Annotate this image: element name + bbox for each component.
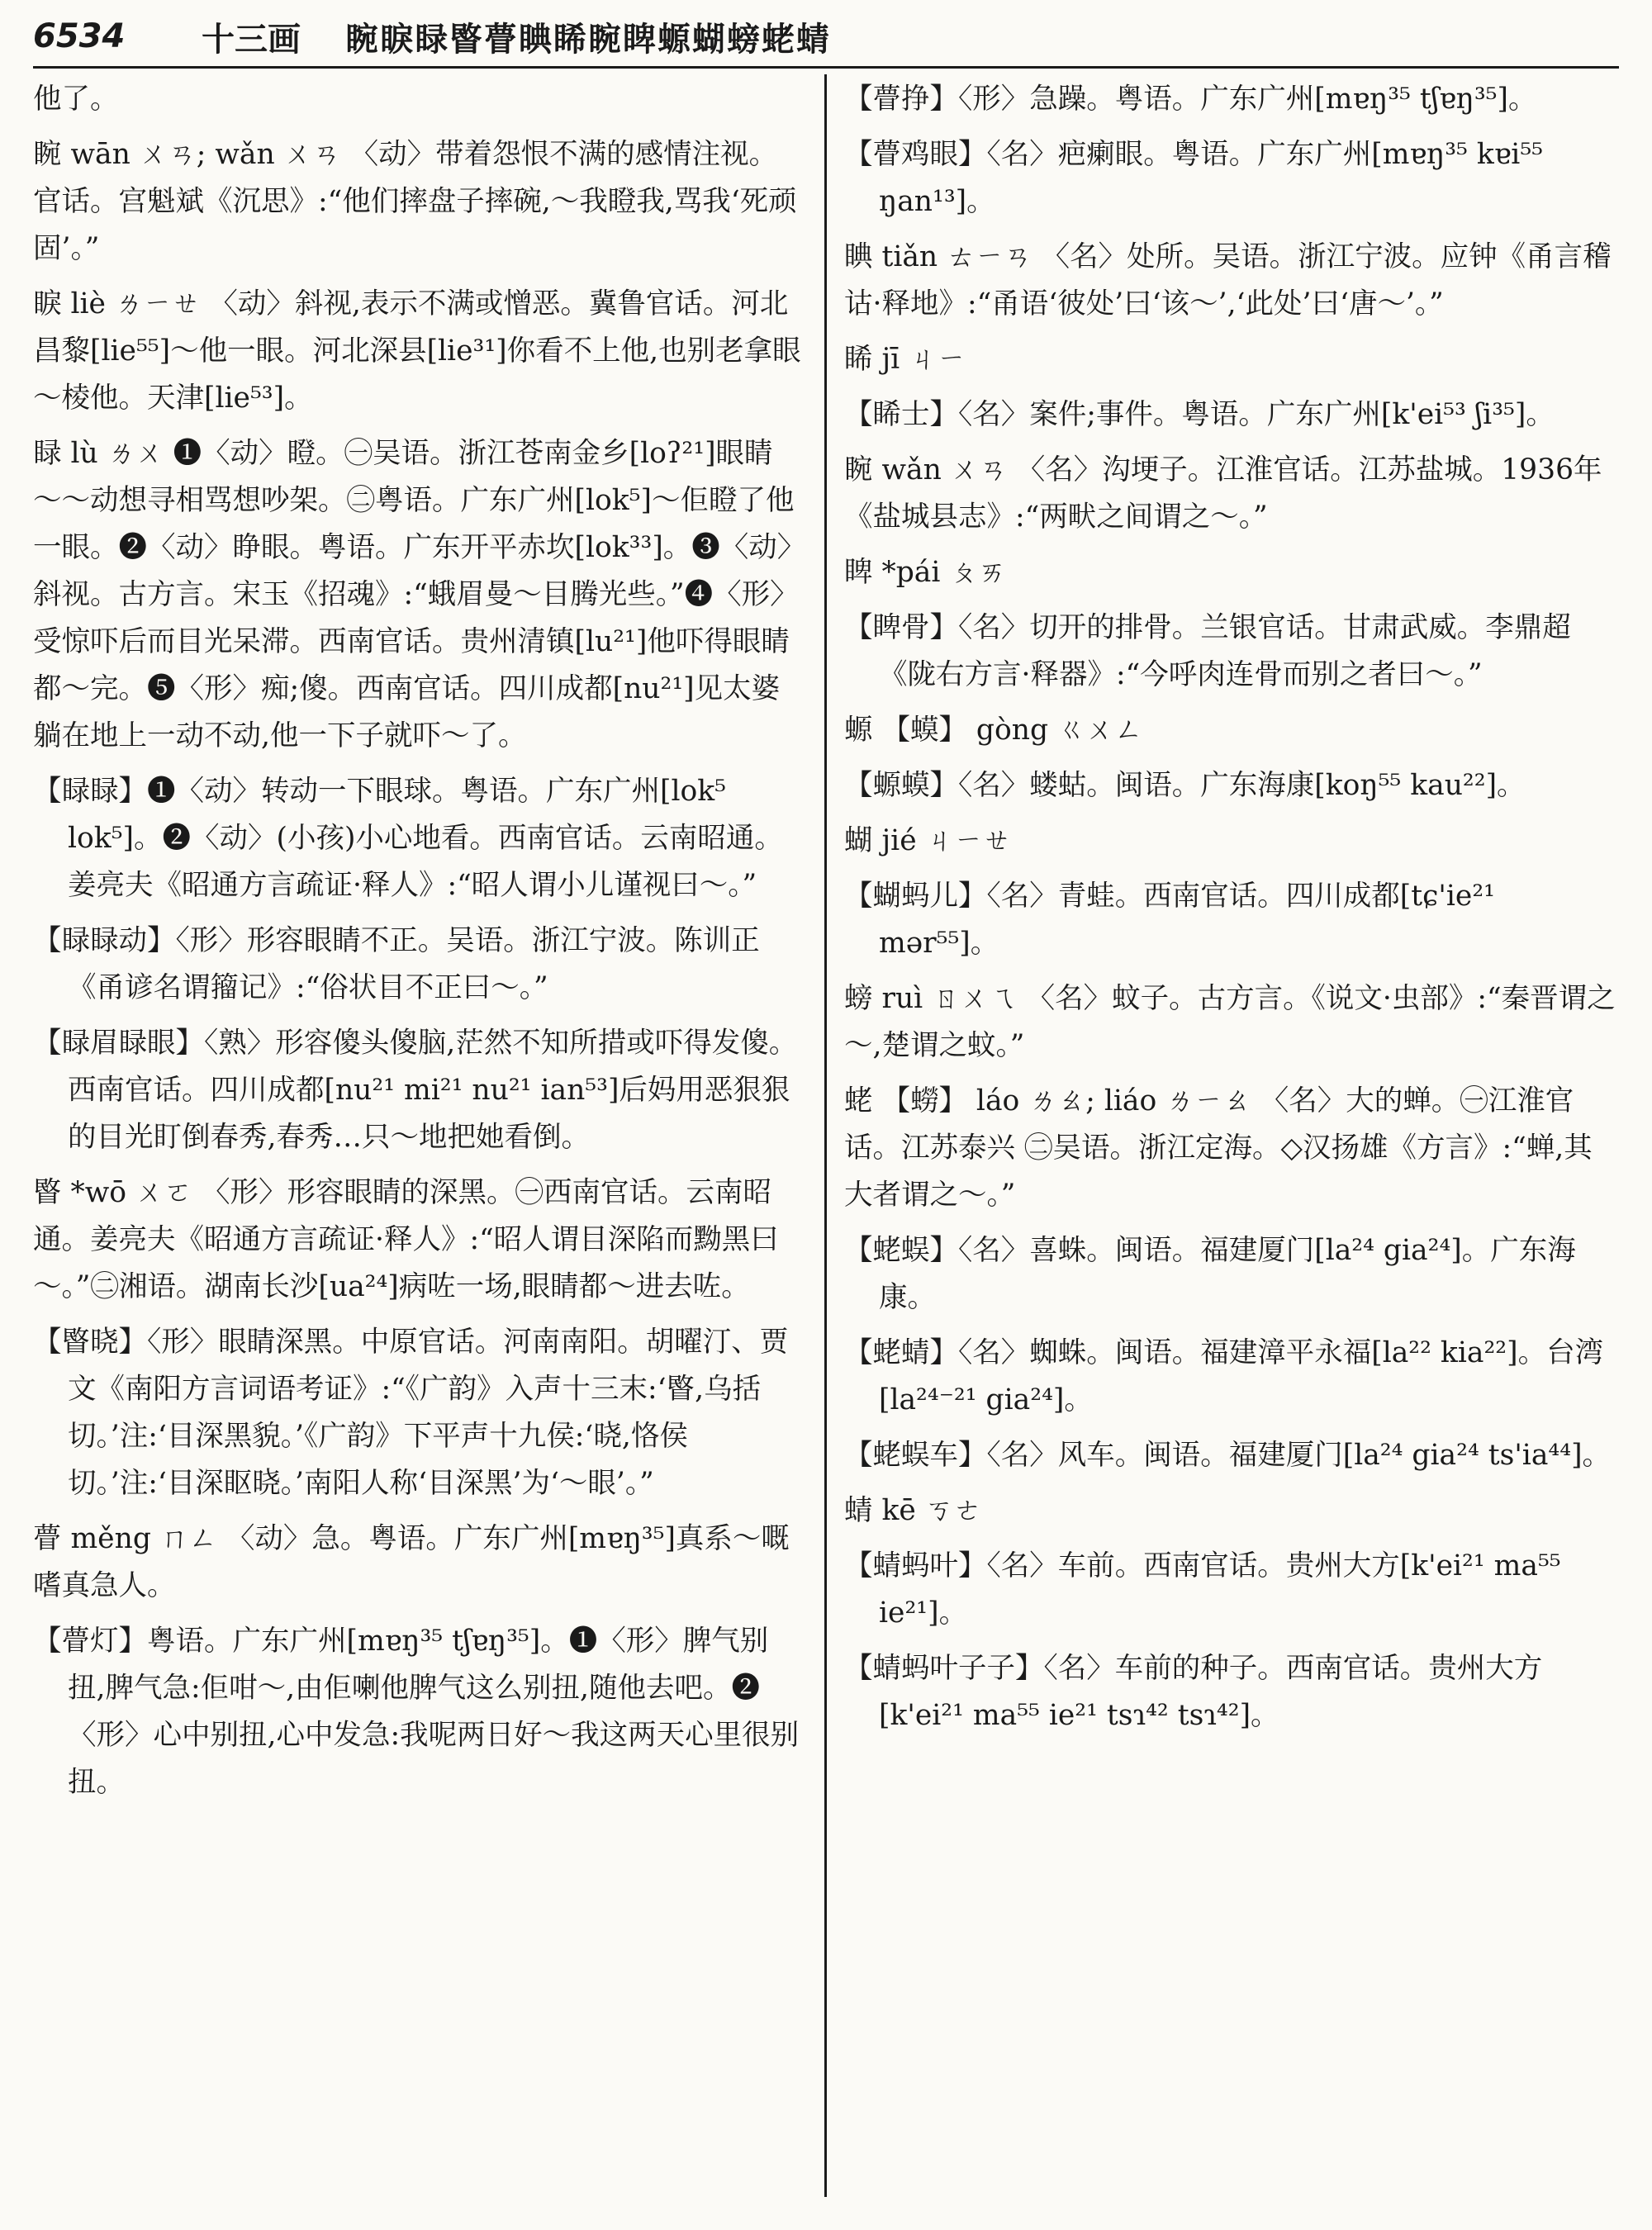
entry: 睕 wān ㄨㄢ; wǎn ㄨㄢ 〈动〉带着怨恨不满的感情注视。官话。宫魁斌《沉思》:“他们摔盘子摔碗,～我瞪我,骂我‘死顽固’。” [33,138,797,265]
continuation-line: 他了。 [33,83,119,116]
entry: 螃 ruì ㄖㄨㄟ 〈名〉蚊子。古方言。《说文·虫部》:“秦晋谓之～,楚谓之蚊。” [844,982,1616,1062]
entry: 睎 jī ㄐㄧ [844,343,966,376]
page-number: 6534 [33,17,126,55]
sub-entry: 【蝴蚂儿】〈名〉青蛙。西南官话。四川成都[tɕ'ie²¹ mər⁵⁵]。 [844,880,1495,960]
entry: 睩 lù ㄌㄨ ❶〈动〉瞪。㊀吴语。浙江苍南金乡[loʔ²¹]眼睛～～动想寻相骂想吵架。㊁粤语。广东广州[lok⁵]～佢瞪了他一眼。❷〈动〉睁眼。粤语。广东开平赤坎[lok³³]。❸〈动〉斜视。古方言。宋玉《招魂》:“蛾眉曼～目腾光些。”❹〈形〉受惊吓后而目光呆滞。西南官话。贵州清镇[lu²¹]他吓得眼睛都～完。❺〈形〉痴;傻。西南官话。四川成都[nu²¹]见太婆躺在地上一动不动,他一下子就吓～了。 [33,437,799,752]
sub-entry: 【睩睩】❶〈动〉转动一下眼球。粤语。广东广州[lok⁵ lok⁵]。❷〈动〉(小孩)小心地看。西南官话。云南昭通。姜亮夫《昭通方言疏证·释人》:“昭人谓小儿谨视曰～。” [33,775,783,902]
entry: 蝴 jié ㄐㄧㄝ [844,824,1012,857]
sub-entry: 【蛯蜻】〈名〉蜘蛛。闽语。福建漳平永福[la²² kia²²]。台湾[la²⁴⁻²¹ gia²⁴]。 [844,1336,1604,1416]
sub-entry: 【睥骨】〈名〉切开的排骨。兰银官话。甘肃武威。李鼎超《陇右方言·释器》:“今呼肉连骨而别之者曰～。” [844,611,1571,691]
entry: 睓 tiǎn ㄊㄧㄢ 〈名〉处所。吴语。浙江宁波。应钟《甬言稽诂·释地》:“甬语‘彼处’曰‘该～’,‘此处’曰‘唐～’。” [844,240,1612,320]
header-rule [33,66,1619,69]
entry: 瞢 měng ㄇㄥ 〈动〉急。粤语。广东广州[mɐŋ³⁵]真系～嘅嗜真急人。 [33,1522,790,1602]
left-column [33,76,801,1815]
entry: 睯 *wō ㄨㄛ 〈形〉形容眼睛的深黑。㊀西南官话。云南昭通。姜亮夫《昭通方言疏证·释人》:“昭人谓目深陷而黝黑曰～。”㊁湘语。湖南长沙[ua²⁴]病咗一场,眼睛都～进去咗。 [33,1176,779,1303]
page-header [33,12,1619,61]
column-divider [824,74,827,2197]
sub-entry: 【蜻蚂叶子子】〈名〉车前的种子。西南官话。贵州大方[k'ei²¹ ma⁵⁵ ie²¹ tsɿ⁴² tsɿ⁴²]。 [844,1652,1543,1732]
sub-entry: 【瞢灯】粤语。广东广州[mɐŋ³⁵ tʃɐŋ³⁵]。❶〈形〉脾气别扭,脾气急:佢咁～,由佢喇他脾气这么别扭,随他去吧。❷〈形〉心中别扭,心中发急:我呢两日好～我这两天心里很别扭。 [33,1625,800,1799]
sub-entry: 【瞢鸡眼】〈名〉疤瘌眼。粤语。广东广州[mɐŋ³⁵ kɐi⁵⁵ ŋan¹³]。 [844,138,1544,218]
entry: 螈 【蟆】 gòng ㄍㄨㄥ [844,714,1143,747]
entry: 蛯 【蟧】 láo ㄌㄠ; liáo ㄌㄧㄠ 〈名〉大的蝉。㊀江淮官话。江苏泰兴 ㊁吴语。浙江定海。◇汉扬雄《方言》:“蝉,其大者谓之～。” [844,1084,1593,1212]
stroke-section: 十三画 [202,19,301,59]
entry: 睙 liè ㄌㄧㄝ 〈动〉斜视,表示不满或憎恶。冀鲁官话。河北昌黎[lie⁵⁵]～他一眼。河北深县[lie³¹]你看不上他,也别老拿眼～棱他。天津[lie⁵³]。 [33,287,801,415]
sub-entry: 【蛯蜈车】〈名〉风车。闽语。福建厦门[la²⁴ gia²⁴ ts'ia⁴⁴]。 [844,1439,1612,1472]
sub-entry: 【瞢挣】〈形〉急躁。粤语。广东广州[mɐŋ³⁵ tʃɐŋ³⁵]。 [844,83,1537,116]
entry: 睕 wǎn ㄨㄢ 〈名〉沟埂子。江淮官话。江苏盐城。1936年《盐城县志》:“两畎之间谓之～。” [844,453,1602,534]
sub-entry: 【蛯蜈】〈名〉喜蛛。闽语。福建厦门[la²⁴ gia²⁴]。广东海康。 [844,1234,1576,1314]
header-characters: 睕睙睩睯瞢睓睎睕睥螈蝴螃蛯蜻 [345,20,831,59]
sub-entry: 【睩眉睩眼】〈熟〉形容傻头傻脑,茫然不知所措或吓得发傻。西南官话。四川成都[nu²¹ mi²¹ nu²¹ ian⁵³]后妈用恶狠狠的目光盯倒春秀,春秀…只～地把她看倒。 [33,1027,798,1154]
sub-entry: 【蜻蚂叶】〈名〉车前。西南官话。贵州大方[k'ei²¹ ma⁵⁵ ie²¹]。 [844,1549,1561,1630]
sub-entry: 【睎士】〈名〉案件;事件。粤语。广东广州[k'ei⁵³ ʃi³⁵]。 [844,398,1555,431]
sub-entry: 【睩睩动】〈形〉形容眼睛不正。吴语。浙江宁波。陈训正《甬谚名谓籀记》:“俗状目不正曰～。” [33,924,760,1004]
sub-entry: 【螈蟆】〈名〉蝼蛄。闽语。广东海康[koŋ⁵⁵ kau²²]。 [844,769,1526,802]
right-column [844,76,1619,1748]
sub-entry: 【睯晓】〈形〉眼睛深黑。中原官话。河南南阳。胡曜汀、贾文《南阳方言词语考证》:“《广韵》入声十三末:‘睯,乌括切。’注:‘目深黑貌。’《广韵》下平声十九侯:‘晓,恪侯切。’注:‘目深眍晓。’南阳人称‘目深黑’为‘～眼’。” [33,1326,789,1500]
entry: 睥 *pái ㄆㄞ [844,556,1007,589]
entry: 蜻 kē ㄎㄜ [844,1494,982,1527]
